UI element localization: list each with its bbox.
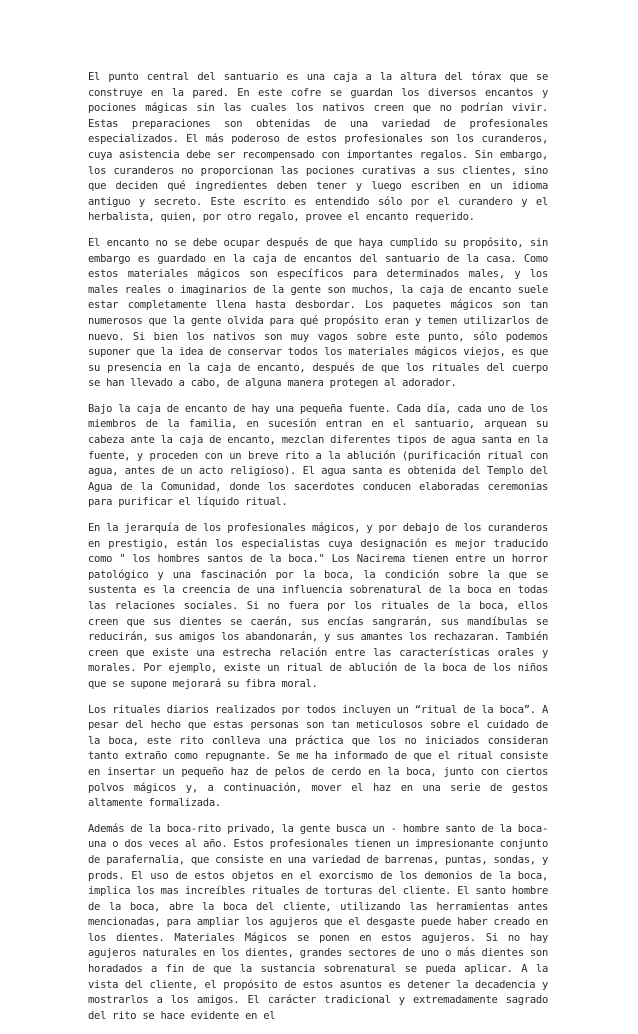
document-page (88, 70, 548, 1034)
paragraph: Además de la boca-rito privado, la gente busca un - hombre santo de la boca- una o dos veces al año. Estos profesionales tienen un impresionante conjunto de parafernalia, que consiste en una variedad de barrenas, puntas, sondas, y prods. El uso de estos objetos en el exorcismo de los demonios de la boca, implica los mas increíbles rituales de torturas del cliente. El santo hombre de la boca, abre la boca del cliente, utilizando las herramientas antes mencionadas, para ampliar los agujeros que el desgaste puede haber creado en los dientes. Materiales Mágicos se ponen en estos agujeros. Si no hay agujeros naturales en los dientes, grandes sectores de uno o más dientes son horadados a fin de que la sustancia sobrenatural se pueda aplicar. A la vista del cliente, el propósito de estos asuntos es detener la decadencia y mostrarlos a los amigos. El carácter tradicional y extremadamente sagrado del rito se hace evidente en el (88, 822, 548, 1022)
paragraph: El punto central del santuario es una caja a la altura del tórax que se construye en la pared. En este cofre se guardan los diversos encantos y pociones mágicas sin las cuales los nativos creen que no podrían vivir. Estas preparaciones son obtenidas de una variedad de profesionales especializados. El más poderoso de estos profesionales son los curanderos, cuya asistencia debe ser recompensado con importantes regalos. Sin embargo, los curanderos no proporcionan las pociones curativas a sus clientes, sino que deciden qué ingredientes deben tener y luego escriben en un idioma antiguo y secreto. Este escrito es entendido sólo por el curandero y el herbalista, quien, por otro regalo, provee el encanto requerido. (88, 71, 548, 224)
paragraph: Bajo la caja de encanto de hay una pequeña fuente. Cada día, cada uno de los miembros de la familia, en sucesión entran en el santuario, arquean su cabeza ante la caja de encanto, mezclan diferentes tipos de agua santa en la fuente, y proceden con un breve rito a la ablución (purificación ritual con agua, antes de un acto religioso). El agua santa es obtenida del Templo del Agua de la Comunidad, donde los sacerdotes conducen elaboradas ceremonias para purificar el líquido ritual. (88, 402, 548, 509)
paragraph: Los rituales diarios realizados por todos incluyen un “ritual de la boca”. A pesar del hecho que estas personas son tan meticulosos sobre el cuidado de la boca, este rito conlleva una práctica que los no iniciados consideran tanto extraño como repugnante. Se me ha informado de que el ritual consiste en insertar un pequeño haz de pelos de cerdo en la boca, junto con ciertos polvos mágicos y, a continuación, mover el haz en una serie de gestos altamente formalizada. (88, 703, 548, 810)
paragraph: El encanto no se debe ocupar después de que haya cumplido su propósito, sin embargo es guardado en la caja de encantos del santuario de la casa. Como estos materiales mágicos son específicos para determinados males, y los males reales o imaginarios de la gente son muchos, la caja de encanto suele estar completamente llena hasta desbordar. Los paquetes mágicos son tan numerosos que la gente olvida para qué propósito eran y temen utilizarlos de nuevo. Si bien los nativos son muy vagos sobre este punto, sólo podemos suponer que la idea de conservar todos los materiales mágicos viejos, es que su presencia en la caja de encanto, después de que los rituales del cuerpo se han llevado a cabo, de alguna manera protegen al adorador. (88, 236, 548, 390)
paragraph: En la jerarquía de los profesionales mágicos, y por debajo de los curanderos en prestigio, están los especialistas cuya designación es mejor traducido como " los hombres santos de la boca." Los Nacirema tienen entre un horror patológico y una fascinación por la boca, la condición sobre la que se sustenta es la creencia de una influencia sobrenatural de la boca en todas las relaciones sociales. Si no fuera por los rituales de la boca, ellos creen que sus dientes se caerán, sus encías sangrarán, sus mandíbulas se reducirán, sus amigos los abandonarán, y sus amantes los rechazaran. También creen que existe una estrecha relación entre las características orales y morales. Por ejemplo, existe un ritual de ablución de la boca de los niños que se supone mejorará su fibra moral. (88, 522, 548, 690)
